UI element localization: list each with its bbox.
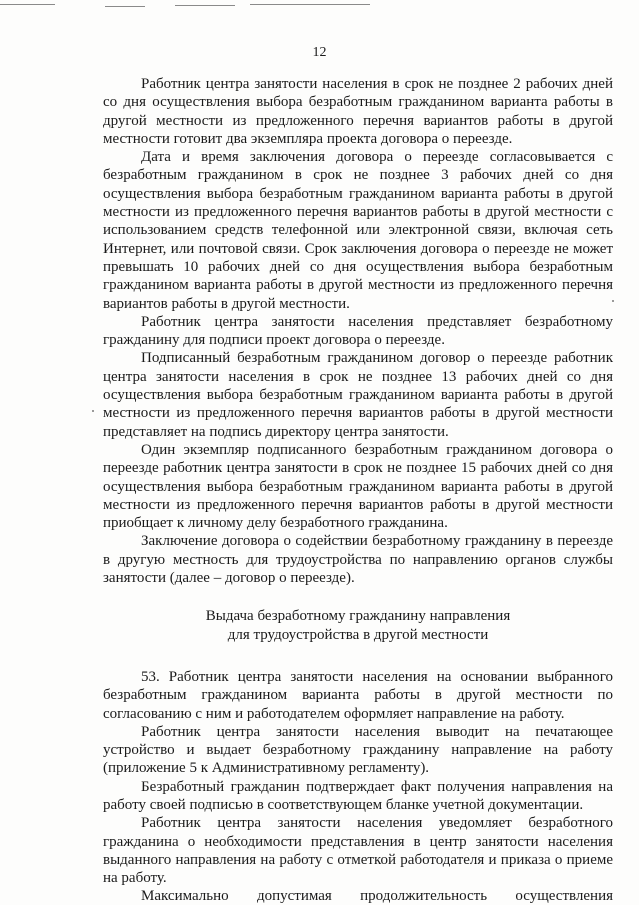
section-heading-line: Выдача безработному гражданину направления bbox=[205, 608, 511, 625]
page-number: 12 bbox=[312, 45, 327, 60]
paragraph: Один экземпляр подписанного безработным гражданином договора о переезде работник центра занятости в срок не позднее 15 рабочих дней со дня осуществления выбора безработным гражданином варианта работы в другой местности из предложенного перечня вариантов работы в другой местности приобщает к личному делу безработного гражданина. bbox=[103, 441, 613, 532]
scan-edge-marks bbox=[0, 4, 639, 10]
paragraph: Подписанный безработным гражданином договор о переезде работник центра занятости населения в срок не позднее 13 рабочих дней со дня осуществления выбора безработным гражданином варианта работы в другой местности из предложенного перечня вариантов работы в другой местности представляет на подпись директору центра занятости. bbox=[103, 350, 613, 440]
document-body bbox=[103, 75, 613, 906]
paragraph: Безработный гражданин подтверждает факт получения направления на работу своей подписью в соответствующем бланке учетной документации. bbox=[103, 778, 613, 813]
paragraph: 53. Работник центра занятости населения на основании выбранного безработным гражданином варианта работы в другой местности по согласованию с ним и работодателем оформляет направление на работу. bbox=[103, 668, 613, 722]
paragraph: Максимально допустимая продолжительность осуществления bbox=[141, 888, 613, 905]
paragraph: Работник центра занятости населения выводит на печатающее устройство и выдает безработному гражданину направление на работу (приложение 5 к Административному регламенту). bbox=[103, 723, 613, 777]
paragraph: Работник центра занятости населения представляет безработному гражданину для подписи проект договора о переезде. bbox=[103, 313, 613, 349]
paragraph: Работник центра занятости населения уведомляет безработного гражданина о необходимости представления в центр занятости населения выданного направления на работу с отметкой работодателя и приказа о приеме на работу. bbox=[103, 815, 613, 887]
scan-speck bbox=[612, 300, 614, 302]
paragraph: Работник центра занятости населения в срок не позднее 2 рабочих дней со дня осуществления выбора безработным гражданином варианта работы в другой местности из предложенного перечня вариантов работы в другой местности готовит два экземпляра проекта договора о переезде. bbox=[103, 76, 613, 147]
paragraph: Заключение договора о содействии безработному гражданину в переезде в другую местность для трудоустройства по направлению органов службы занятости (далее – договор о переезде). bbox=[103, 533, 613, 587]
section-heading-line: для трудоустройства в другой местности bbox=[227, 626, 489, 643]
paragraph: Дата и время заключения договора о переезде согласовывается с безработным гражданином в срок не позднее 3 рабочих дней со дня осуществления выбора безработным гражданином варианта работы в другой местности из предложенного перечня вариантов работы в другой местности с использованием средств телефонной или электронной связи, включая сеть Интернет, или почтовой связи. Срок заключения договора о переезде не может превышать 10 рабочих дней со дня осуществления выбора безработным гражданином варианта работы в другой местности из предложенного перечня вариантов работы в другой местности. bbox=[103, 149, 613, 312]
section-heading bbox=[103, 607, 613, 644]
scan-speck bbox=[92, 410, 94, 412]
